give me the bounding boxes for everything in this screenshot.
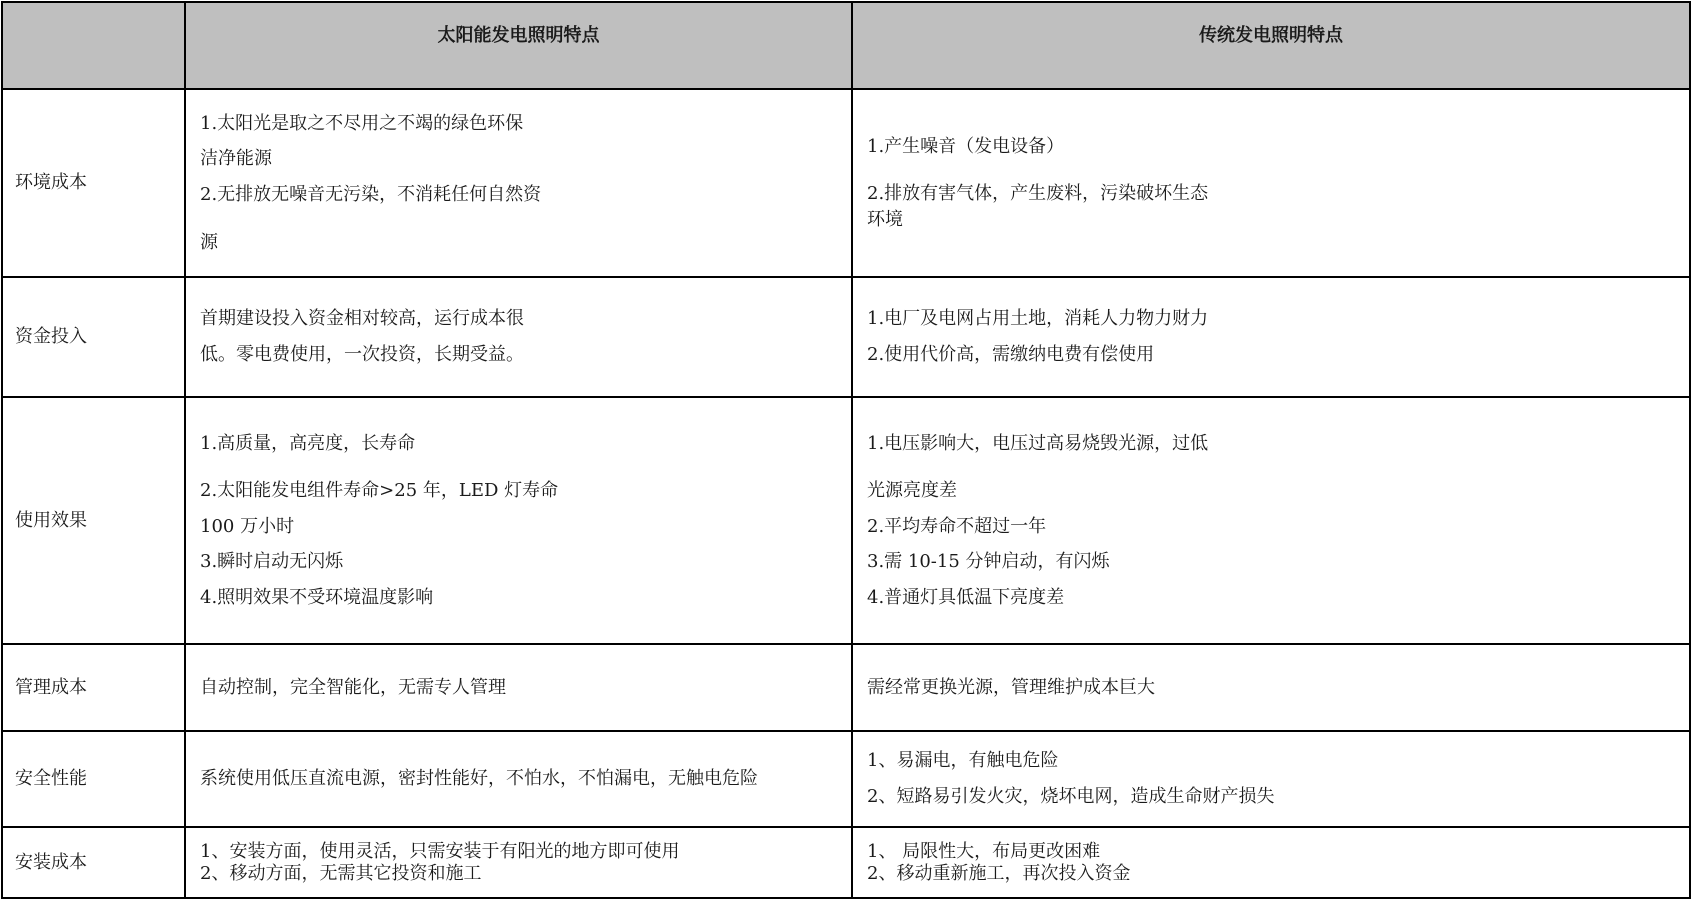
traditional-line: 1.产生噪音（发电设备） [867,135,1065,157]
solar-cell [185,89,852,277]
solar-line: 首期建设投入资金相对较高，运行成本很 [200,308,524,330]
traditional-line: 4.普通灯具低温下亮度差 [867,586,1065,608]
traditional-cell [852,644,1690,731]
row-label: 安装成本 [2,827,185,898]
row-label: 使用效果 [2,397,185,644]
row-label: 环境成本 [2,89,185,277]
solar-line: 1、安装方面，使用灵活，只需安装于有阳光的地方即可使用 [200,840,680,862]
traditional-line: 3.需 10-15 分钟启动，有闪烁 [867,551,1110,573]
traditional-line: 1、易漏电，有触电危险 [867,750,1059,772]
traditional-line: 1.电厂及电网占用土地，消耗人力物力财力 [867,308,1209,330]
traditional-line: 2.使用代价高，需缴纳电费有偿使用 [867,344,1155,365]
table-row-usage-effect [2,397,1690,644]
traditional-line: 光源亮度差 [867,480,957,502]
solar-line: 低。零电费使用，一次投资，长期受益。 [200,344,524,365]
traditional-cell [852,731,1690,827]
traditional-line: 1、 局限性大，布局更改困难 [867,840,1101,862]
solar-cell [185,277,852,397]
solar-line: 100 万小时 [200,515,295,537]
traditional-cell [852,277,1690,397]
table-row-management-cost [2,644,1690,731]
solar-line: 4.照明效果不受环境温度影响 [200,586,434,608]
header-solar: 太阳能发电照明特点 [185,2,852,89]
traditional-line: 环境 [867,208,903,230]
traditional-line: 2.排放有害气体，产生废料，污染破坏生态 [867,183,1209,205]
solar-line: 系统使用低压直流电源，密封性能好，不怕水，不怕漏电，无触电危险 [200,768,758,790]
solar-line: 自动控制，完全智能化，无需专人管理 [200,676,506,698]
solar-cell [185,397,852,644]
table-row-safety-performance [2,731,1690,827]
header-traditional: 传统发电照明特点 [852,2,1690,89]
table-row-installation-cost [2,827,1690,898]
row-label: 安全性能 [2,731,185,827]
traditional-line: 2、移动重新施工，再次投入资金 [867,862,1131,884]
row-label: 资金投入 [2,277,185,397]
comparison-table-container [1,1,1689,897]
traditional-cell [852,397,1690,644]
comparison-table [1,1,1691,899]
solar-cell [185,644,852,731]
header-row [2,2,1690,89]
solar-cell [185,731,852,827]
traditional-line: 需经常更换光源，管理维护成本巨大 [867,676,1155,698]
solar-line: 源 [200,231,218,253]
solar-line: 洁净能源 [200,148,272,170]
table-row-capital-investment [2,277,1690,397]
solar-line: 3.瞬时启动无闪烁 [200,551,344,573]
traditional-cell [852,89,1690,277]
row-label: 管理成本 [2,644,185,731]
solar-cell [185,827,852,898]
traditional-cell [852,827,1690,898]
solar-line: 2.太阳能发电组件寿命>25 年，LED 灯寿命 [200,480,559,502]
table-row-environment-cost [2,89,1690,277]
solar-line: 1.高质量，高亮度，长寿命 [200,432,416,454]
traditional-line: 1.电压影响大，电压过高易烧毁光源，过低 [867,432,1209,454]
traditional-line: 2.平均寿命不超过一年 [867,515,1047,537]
header-corner-cell [2,2,185,89]
solar-line: 2、移动方面，无需其它投资和施工 [200,862,482,884]
traditional-line: 2、短路易引发火灾，烧坏电网，造成生命财产损失 [867,786,1275,807]
solar-line: 1.太阳光是取之不尽用之不竭的绿色环保 [200,112,524,134]
solar-line: 2.无排放无噪音无污染，不消耗任何自然资 [200,184,542,205]
